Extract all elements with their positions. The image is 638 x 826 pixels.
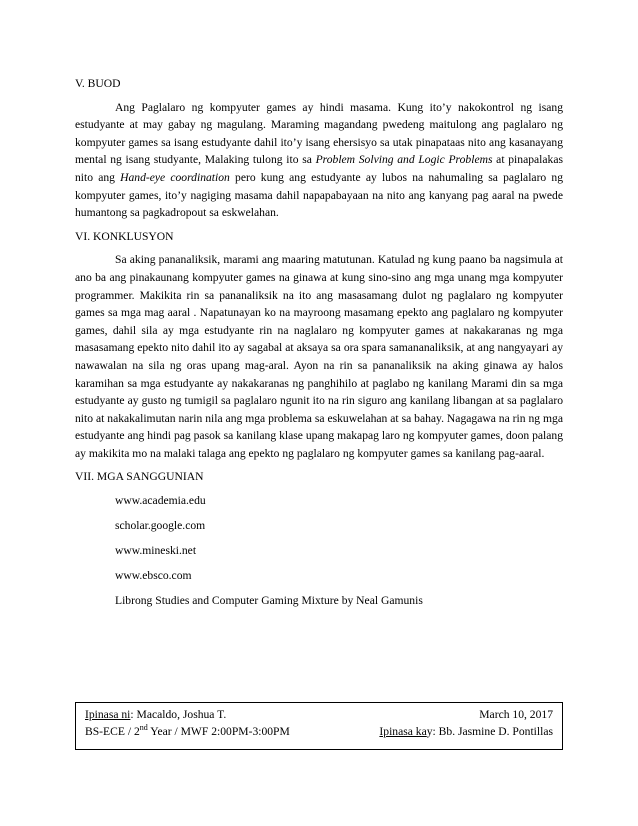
class-prefix: BS-ECE / 2 [85,725,140,738]
buod-text-part1: Ang Paglalaro ng kompyuter games ay hindi masama. Kung ito’y nakokontrol ng isang estudyante at may gabay ng magulang. Maraming magandang pwedeng maitulong ang paglalaro ng kompyuter games sa isang estudyante dahil ito’y isang ehersisyo sa utak pinapataas nito ang kasanayang mental ng isang studyante, Malaking tulong ito sa [75,100,563,167]
section-heading-sanggunian: VII. MGA SANGGUNIAN [75,470,204,484]
submitted-by-label: Ipinasa ni [85,708,131,721]
class-info [85,723,290,740]
submitted-by-value: : Macaldo, Joshua T. [130,708,227,721]
submission-row-2 [85,723,553,740]
submitted-by [85,706,226,723]
section-heading-buod: V. BUOD [75,77,121,90]
buod-italic-problem-solving: Problem Solving and Logic Problems [315,153,493,167]
submission-row-1 [85,706,553,723]
class-suffix: Year / MWF 2:00PM-3:00PM [147,725,290,738]
class-ordinal: nd [139,723,148,733]
buod-paragraph [75,99,563,222]
submitted-to-value: y: Bb. Jasmine D. Pontillas [426,725,553,738]
reference-item: www.mineski.net [115,543,197,557]
document-body [75,75,563,617]
submission-date: March 10, 2017 [479,708,553,721]
konklusyon-paragraph: Sa aking pananaliksik, marami ang maaring matutunan. Katulad ng kung paano ba nagsimula at ano ba ang pinakaunang kompyuter games na ginawa at kung sino-sino ang mga unang mga kompyuter programmer. Makikita rin sa pananaliksik na ito ang masasamang dulot ng paglalaro ng kompyuter games sa mga mag aaral . Napatunayan ko na mayroong masamang epekto ang paglalaro ng kompyuter games, dahil sila ay mga estudyante rin na naglalaro ng kompyuter games at nakakaranas ng mga masasamang epekto nito dahil ito ay sagabal at aksaya sa ora spara samananaliksik, at ang nangyayari ay nawawalan na sila ng oras upang mag-aral. Ayon na rin sa pananaliksik na aking ginawa ay halos karamihan sa mga estudyante ay nakakaranas ng panghihilo at paglabo ng kanilang Marami din sa mga estudyante ay gusto ng tumigil sa paglalaro ngunit ito na rin siguro ang kanilang libangan at sa paglalaro nito at nakakalimutan narin nila ang mga problema sa eskuwelahan at sa bahay. Nagagawa na rin ng mga estudyante ang hindi pag pasok sa kanilang klase upang makapag laro ng kompyuter games, doon palang ay makikita mo na malaki talaga ang epekto ng paglalaro ng kompyuter games sa kanilang pag-aaral. [75,253,563,460]
reference-item: Librong Studies and Computer Gaming Mixture by Neal Gamunis [115,593,423,607]
section-heading-konklusyon: VI. KONKLUSYON [75,229,174,243]
buod-italic-hand-eye: Hand-eye coordination [120,170,230,184]
buod-text-part3: pero kung ang estudyante ay lubos na nahumaling sa paglalaro ng kompyuter games, ito’y nagiging masama dahil napapabayaan na nito ang kanyang pag aaral na pwede humantong sa pagkadropout sa eskwelahan. [75,170,563,220]
reference-item: www.academia.edu [115,494,206,508]
reference-item: scholar.google.com [115,518,206,532]
submitted-to-label: Ipinasa ka [379,725,427,738]
submission-box [75,702,563,750]
reference-item: www.ebsco.com [115,568,192,582]
submitted-to [379,723,553,740]
buod-text-part2: at pinapalakas nito ang [75,153,563,184]
reference-list [115,492,563,609]
